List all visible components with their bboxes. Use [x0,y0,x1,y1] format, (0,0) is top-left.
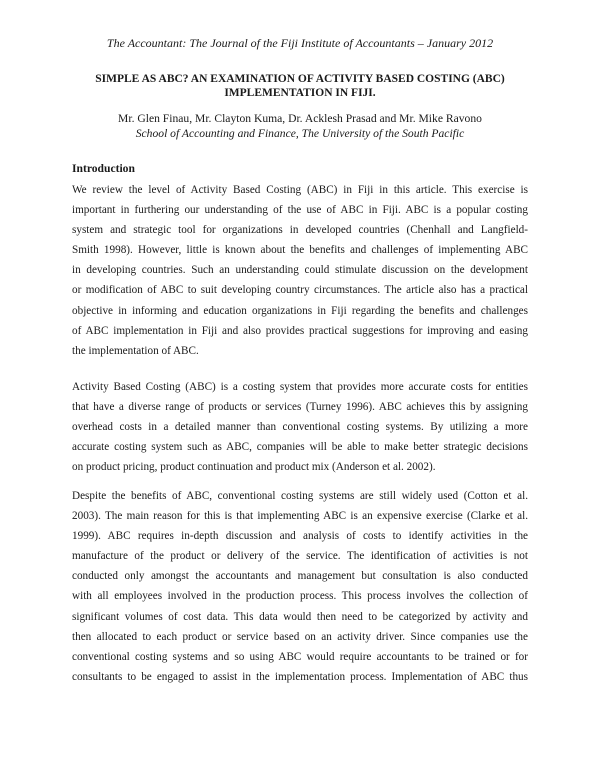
title-line-2: IMPLEMENTATION IN FIJI. [224,87,376,99]
title-line-1: SIMPLE AS ABC? AN EXAMINATION OF ACTIVITY BASED COSTING (ABC) [95,73,505,85]
paragraph-line: objective in informing and education organizations in Fiji regarding the benefits and challenges [72,304,528,317]
authors: Mr. Glen Finau, Mr. Clayton Kuma, Dr. Acklesh Prasad and Mr. Mike Ravono [118,112,482,125]
paragraph-line: accurate costing system such as ABC, companies will be able to make better strategic decisions [72,441,528,454]
paragraph-line: conventional costing systems and so using ABC would require accountants to be trained or for [72,650,528,663]
paragraph-line: Smith 1998). However, little is known about the benefits and challenges of implementing ABC [72,244,528,257]
paragraph-line: important in furthering our understanding of the use of ABC in Fiji. ABC is a popular costing [72,204,528,217]
paragraph-3 [72,486,528,687]
paragraph-line: 1999). ABC requires in-depth discussion and analysis of costs to identify activities in the [72,530,528,543]
paragraph-line: the implementation of ABC. [72,344,199,357]
paragraph-line: on product pricing, product continuation and product mix (Anderson et al. 2002). [72,461,436,474]
paragraph-1 [72,180,528,361]
paragraph-line: system and strategic tool for organizations in developed countries (Chenhall and Langfield- [72,224,528,237]
paragraph-line: overhead costs in a detailed manner than conventional costing systems. By utilizing a more [72,421,528,434]
paragraph-line: with all employees involved in the production process. This process involves the collection of [72,590,528,603]
affiliation: School of Accounting and Finance, The University of the South Pacific [135,127,465,140]
section-heading: Introduction [72,162,135,175]
paragraph-line: conducted only amongst the accountants and management but consultation is also conducted [72,570,528,583]
paragraph-line: of ABC implementation in Fiji and also provides practical suggestions for improving and easing [72,324,528,337]
paragraph-line: then allocated to each product or service based on an activity driver. Since companies use the [72,630,528,643]
paragraph-line: in developing countries. Such an understanding could stimulate discussion on the development [72,264,528,277]
paragraph-line: manufacture of the product or delivery of the service. The identification of activities is not [72,550,528,563]
article-title [60,72,540,100]
running-header: The Accountant: The Journal of the Fiji Institute of Accountants – January 2012 [106,36,494,50]
paragraph-line: consultants to be engaged to assist in the implementation process. Implementation of ABC thus [72,670,528,683]
paragraph-2 [72,377,528,477]
paragraph-line: significant volumes of cost data. This data would then need to be categorized by activity and [72,610,528,623]
paragraph-line: or modification of ABC to suit developing country circumstances. The article also has a practical [72,284,528,297]
paragraph-line: that have a diverse range of products or services (Turney 1996). ABC achieves this by assigning [72,401,528,414]
paragraph-line: Activity Based Costing (ABC) is a costing system that provides more accurate costs for entities [72,381,528,393]
paragraph-line: Despite the benefits of ABC, conventional costing systems are still widely used (Cotton et al. [72,490,528,502]
paragraph-line: 2003). The main reason for this is that implementing ABC is an expensive exercise (Clarke et al. [72,510,528,523]
paragraph-line: We review the level of Activity Based Costing (ABC) in Fiji in this article. This exercise is [72,184,528,196]
